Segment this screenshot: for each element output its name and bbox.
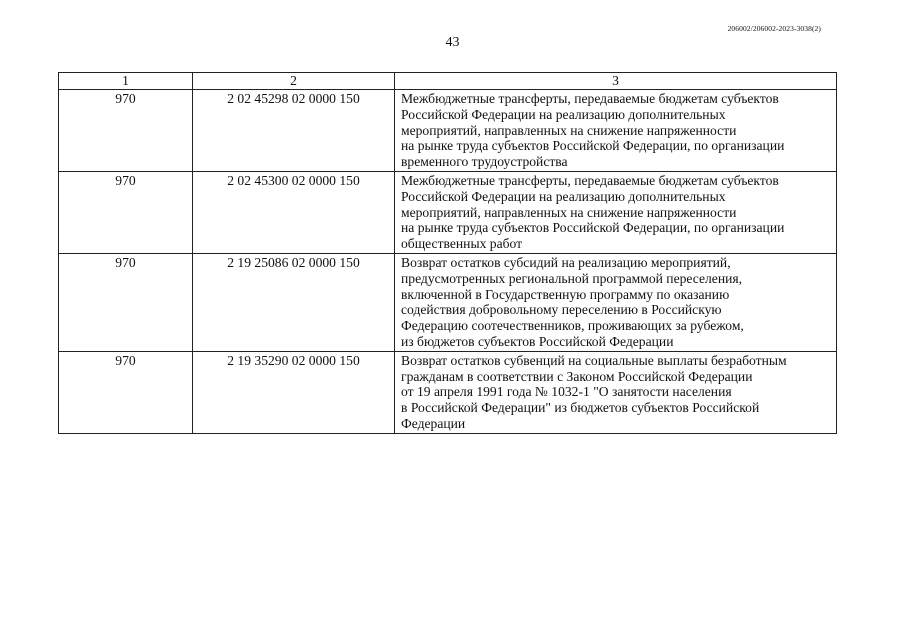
description-line: включенной в Государственную программу по оказанию xyxy=(401,286,730,302)
description-line: Российской Федерации на реализацию дополнительных xyxy=(401,106,726,122)
description-line: из бюджетов субъектов Российской Федерации xyxy=(401,333,674,349)
description-line: общественных работ xyxy=(401,236,523,252)
description-line: Межбюджетные трансферты, передаваемые бюджетам субъектов xyxy=(401,172,779,188)
table-row xyxy=(59,90,837,172)
page-number: 43 xyxy=(445,35,460,50)
description-line: в Российской Федерации" из бюджетов субъектов Российской xyxy=(401,400,760,416)
description-cell xyxy=(395,351,837,433)
description-line: Федерацию соотечественников, проживающих за рубежом, xyxy=(401,318,744,334)
description-cell xyxy=(395,253,837,351)
document-id: 206002/206002-2023-3038(2) xyxy=(727,24,821,33)
budget-codes-table xyxy=(58,72,837,434)
table-row xyxy=(59,253,837,351)
description-cell xyxy=(395,90,837,172)
description-line: от 19 апреля 1991 года № 1032-1 "О занятости населения xyxy=(401,384,732,400)
description-line: Федерации xyxy=(401,415,466,431)
admin-code-cell: 970 xyxy=(59,253,193,351)
column-header-2: 2 xyxy=(193,73,395,90)
description-line: Межбюджетные трансферты, передаваемые бюджетам субъектов xyxy=(401,91,779,106)
revenue-code-cell: 2 19 25086 02 0000 150 xyxy=(193,253,395,351)
column-header-1: 1 xyxy=(59,73,193,90)
description-line: Возврат остатков субсидий на реализацию мероприятий, xyxy=(401,254,731,270)
column-header-3: 3 xyxy=(395,73,837,90)
revenue-code-cell: 2 19 35290 02 0000 150 xyxy=(193,351,395,433)
description-line: на рынке труда субъектов Российской Федерации, по организации xyxy=(401,220,785,236)
admin-code-cell: 970 xyxy=(59,171,193,253)
admin-code-cell: 970 xyxy=(59,351,193,433)
description-line: предусмотренных региональной программой переселения, xyxy=(401,270,743,286)
admin-code-cell: 970 xyxy=(59,90,193,172)
description-line: на рынке труда субъектов Российской Федерации, по организации xyxy=(401,138,785,154)
description-cell xyxy=(395,171,837,253)
description-line: временного трудоустройства xyxy=(401,154,568,170)
description-line: гражданам в соответствии с Законом Российской Федерации xyxy=(401,368,753,384)
description-line: мероприятий, направленных на снижение напряженности xyxy=(401,122,737,138)
description-line: мероприятий, направленных на снижение напряженности xyxy=(401,204,737,220)
description-line: Российской Федерации на реализацию дополнительных xyxy=(401,188,726,204)
revenue-code-cell: 2 02 45300 02 0000 150 xyxy=(193,171,395,253)
table-header-row xyxy=(59,73,837,90)
table-row xyxy=(59,171,837,253)
table-row xyxy=(59,351,837,433)
description-line: Возврат остатков субвенций на социальные выплаты безработным xyxy=(401,352,787,368)
revenue-code-cell: 2 02 45298 02 0000 150 xyxy=(193,90,395,172)
description-line: содействия добровольному переселению в Российскую xyxy=(401,302,722,318)
